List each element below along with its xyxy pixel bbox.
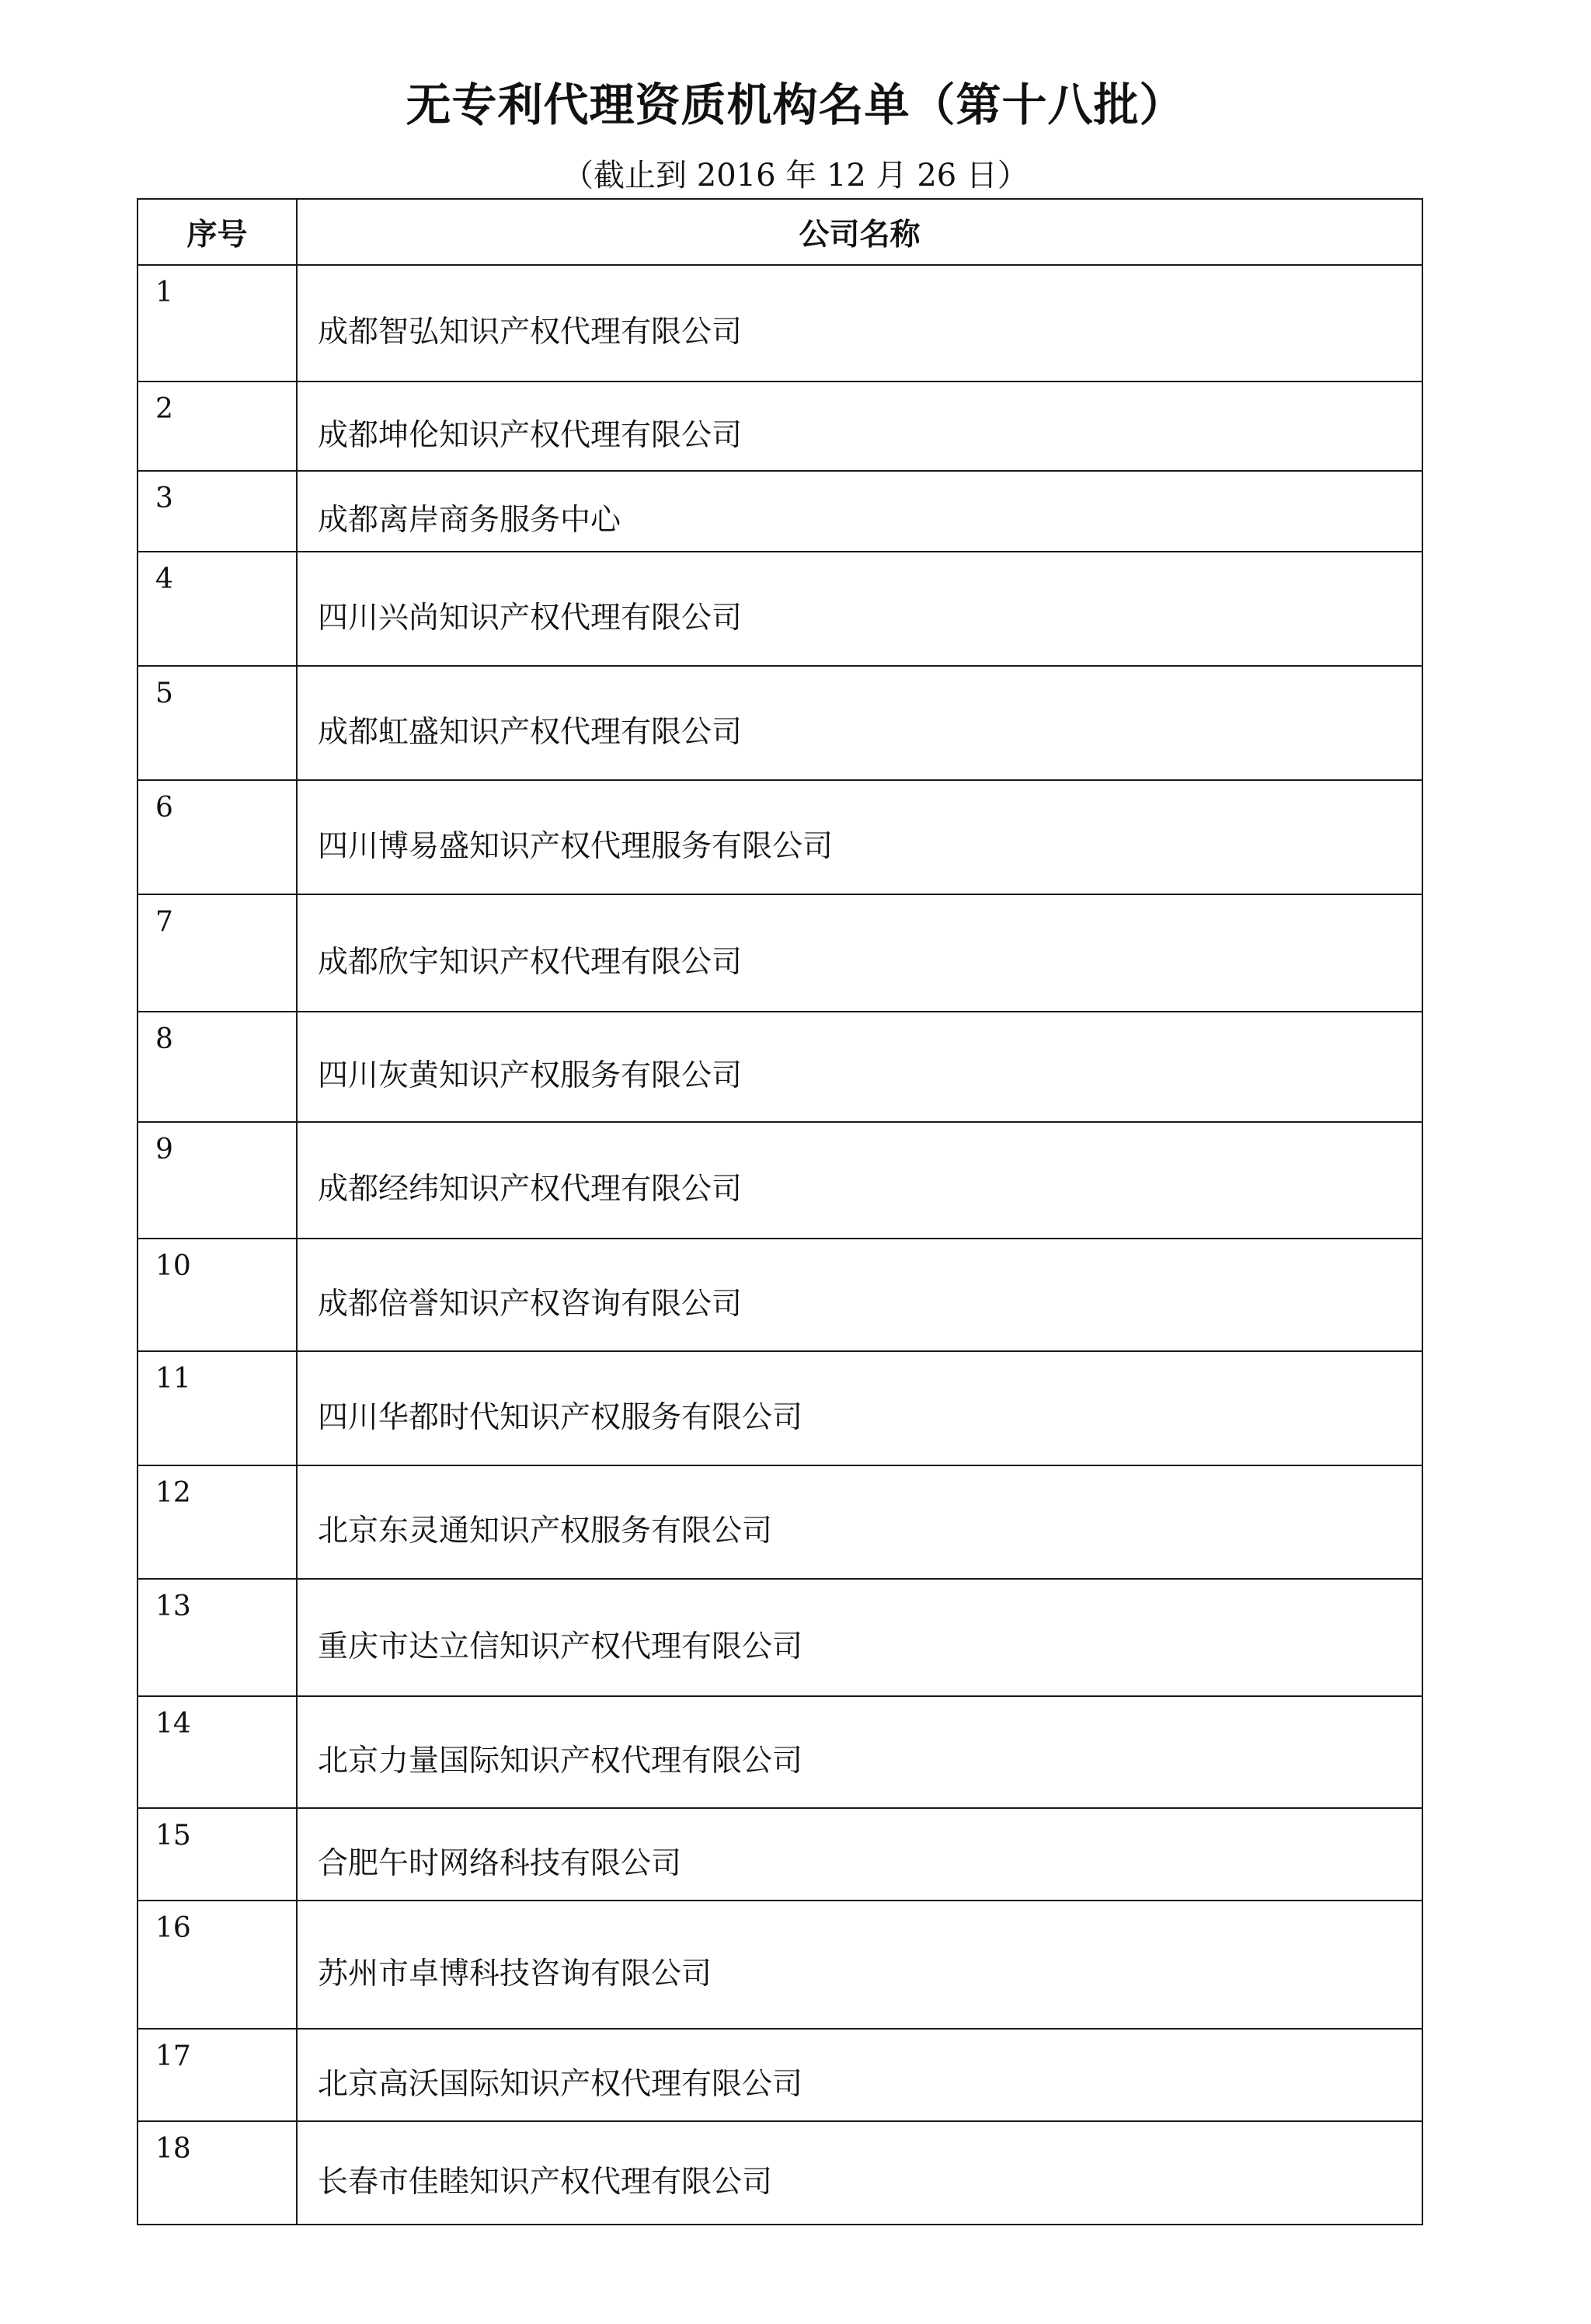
company-name-text: 成都离岸商务服务中心 — [318, 503, 621, 538]
company-name-text: 成都坤伦知识产权代理有限公司 — [318, 417, 743, 453]
company-name-text: 成都倍誉知识产权咨询有限公司 — [318, 1286, 743, 1322]
company-name-text: 成都经纬知识产权代理有限公司 — [318, 1172, 743, 1207]
table-row — [138, 2029, 1422, 2121]
row-number: 16 — [138, 1901, 297, 2029]
company-name-text: 苏州市卓博科技咨询有限公司 — [318, 1956, 712, 1991]
table-row — [138, 1465, 1422, 1579]
company-name — [297, 1122, 1422, 1239]
table-row — [138, 552, 1422, 666]
company-name — [297, 894, 1422, 1012]
header-company-name: 公司名称 — [297, 199, 1422, 265]
company-name — [297, 666, 1422, 780]
company-name-text: 四川华都时代知识产权服务有限公司 — [318, 1399, 803, 1435]
document-subtitle: （截止到 2016 年 12 月 26 日） — [562, 158, 1029, 193]
company-name-text: 四川灰黄知识产权服务有限公司 — [318, 1058, 743, 1093]
table-row — [138, 666, 1422, 780]
company-name — [297, 1351, 1422, 1465]
company-name-text: 成都智弘知识产权代理有限公司 — [318, 315, 743, 350]
row-number: 8 — [138, 1012, 297, 1122]
table-row — [138, 382, 1422, 471]
company-name — [297, 1901, 1422, 2029]
table-row — [138, 1579, 1422, 1696]
company-name-text: 北京东灵通知识产权服务有限公司 — [318, 1514, 773, 1549]
company-name — [297, 1465, 1422, 1579]
company-name-text: 重庆市达立信知识产权代理有限公司 — [318, 1629, 803, 1664]
table-row — [138, 1122, 1422, 1239]
row-number: 15 — [138, 1808, 297, 1901]
row-number: 3 — [138, 471, 297, 552]
row-number: 12 — [138, 1465, 297, 1579]
company-name — [297, 780, 1422, 894]
row-number: 10 — [138, 1239, 297, 1351]
table-row — [138, 1808, 1422, 1901]
table-row — [138, 1351, 1422, 1465]
row-number: 2 — [138, 382, 297, 471]
table-row — [138, 1696, 1422, 1808]
table-row — [138, 894, 1422, 1012]
company-name-text: 四川博易盛知识产权代理服务有限公司 — [318, 828, 834, 864]
document-title: 无专利代理资质机构名单（第十八批） — [406, 78, 1185, 131]
row-number: 14 — [138, 1696, 297, 1808]
row-number: 18 — [138, 2121, 297, 2225]
row-number: 6 — [138, 780, 297, 894]
company-name — [297, 1239, 1422, 1351]
company-name — [297, 1808, 1422, 1901]
table-row — [138, 2121, 1422, 2225]
table-row — [138, 471, 1422, 552]
company-name-text: 成都虹盛知识产权代理有限公司 — [318, 714, 743, 750]
company-name — [297, 1012, 1422, 1122]
table-header-row — [138, 199, 1422, 265]
company-name — [297, 552, 1422, 666]
row-number: 7 — [138, 894, 297, 1012]
company-name — [297, 1696, 1422, 1808]
row-number: 11 — [138, 1351, 297, 1465]
row-number: 17 — [138, 2029, 297, 2121]
header-number: 序号 — [138, 199, 297, 265]
company-name-text: 成都欣宇知识产权代理有限公司 — [318, 944, 743, 980]
company-name — [297, 382, 1422, 471]
row-number: 4 — [138, 552, 297, 666]
company-name — [297, 471, 1422, 552]
table-row — [138, 1012, 1422, 1122]
company-name — [297, 1579, 1422, 1696]
company-name — [297, 2029, 1422, 2121]
company-name-text: 四川兴尚知识产权代理有限公司 — [318, 600, 743, 636]
row-number: 13 — [138, 1579, 297, 1696]
company-name — [297, 2121, 1422, 2225]
row-number: 9 — [138, 1122, 297, 1239]
table-row — [138, 1239, 1422, 1351]
company-name-text: 合肥午时网络科技有限公司 — [318, 1845, 682, 1881]
company-name-text: 长春市佳睦知识产权代理有限公司 — [318, 2164, 773, 2200]
company-name-text: 北京高沃国际知识产权代理有限公司 — [318, 2066, 803, 2102]
table-row — [138, 780, 1422, 894]
row-number: 1 — [138, 265, 297, 382]
table-row — [138, 1901, 1422, 2029]
company-table — [137, 198, 1423, 2225]
table-row — [138, 265, 1422, 382]
row-number: 5 — [138, 666, 297, 780]
company-name — [297, 265, 1422, 382]
company-name-text: 北京力量国际知识产权代理有限公司 — [318, 1744, 803, 1779]
